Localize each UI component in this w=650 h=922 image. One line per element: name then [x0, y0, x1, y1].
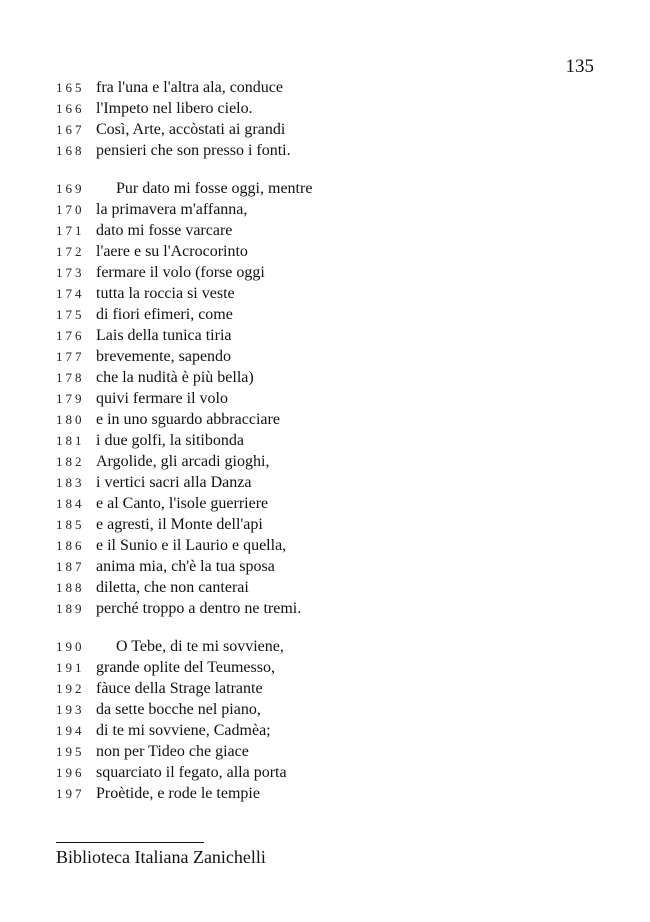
line-number: 173: [56, 265, 85, 280]
verse-text: diletta, che non canterai: [96, 579, 249, 596]
verse-line: [56, 304, 616, 325]
verse-line: [56, 472, 616, 493]
verse-line: [56, 493, 616, 514]
line-number: 187: [56, 559, 85, 574]
line-number: 165: [56, 80, 85, 95]
verse-text: e al Canto, l'isole guerriere: [96, 495, 269, 512]
verse-text: che la nudità è più bella): [96, 369, 254, 386]
verse-line: [56, 598, 616, 619]
verse-line: [56, 762, 616, 783]
line-number: 166: [56, 101, 85, 116]
verse-text: Pur dato mi fosse oggi, mentre: [116, 180, 313, 197]
verse-text: da sette bocche nel piano,: [96, 701, 261, 718]
line-number: 180: [56, 412, 85, 427]
verse-line: [56, 119, 616, 140]
verse-line: [56, 409, 616, 430]
verse-line: [56, 98, 616, 119]
verse-text: fàuce della Strage latrante: [96, 680, 263, 697]
verse-line: [56, 346, 616, 367]
verse-text: fra l'una e l'altra ala, conduce: [96, 79, 283, 96]
line-number: 175: [56, 307, 85, 322]
verse-text: squarciato il fegato, alla porta: [96, 764, 287, 781]
verse-line: [56, 77, 616, 98]
line-number: 181: [56, 433, 85, 448]
line-number: 174: [56, 286, 85, 301]
verse-line: [56, 535, 616, 556]
line-number: 182: [56, 454, 85, 469]
verse-line: [56, 514, 616, 535]
page-number: 135: [565, 56, 594, 77]
line-number: 185: [56, 517, 85, 532]
verse-line: [56, 178, 616, 199]
verse-text: grande oplite del Teumesso,: [96, 659, 275, 676]
stanza: [56, 77, 616, 161]
verse-line: [56, 741, 616, 762]
line-number: 194: [56, 723, 85, 738]
footer-publisher: Biblioteca Italiana Zanichelli: [56, 847, 266, 867]
verse-text: non per Tideo che giace: [96, 743, 249, 760]
verse-line: [56, 199, 616, 220]
verse-text: l'aere e su l'Acrocorinto: [96, 243, 248, 260]
line-number: 192: [56, 681, 85, 696]
line-number: 184: [56, 496, 85, 511]
verse-text: perché troppo a dentro ne tremi.: [96, 600, 302, 617]
line-number: 176: [56, 328, 85, 343]
verse-line: [56, 720, 616, 741]
verse-line: [56, 140, 616, 161]
verse-line: [56, 678, 616, 699]
verse-line: [56, 262, 616, 283]
verse-text: anima mia, ch'è la tua sposa: [96, 558, 275, 575]
line-number: 167: [56, 122, 85, 137]
verse-text: l'Impeto nel libero cielo.: [96, 100, 253, 117]
verse-text: O Tebe, di te mi sovviene,: [116, 638, 284, 655]
line-number: 177: [56, 349, 85, 364]
footer-divider: [56, 842, 204, 843]
poem-body: [56, 77, 616, 821]
verse-text: e in uno sguardo abbracciare: [96, 411, 280, 428]
verse-line: [56, 451, 616, 472]
verse-line: [56, 556, 616, 577]
line-number: 179: [56, 391, 85, 406]
verse-text: i due golfi, la sitibonda: [96, 432, 244, 449]
verse-text: Argolide, gli arcadi gioghi,: [96, 453, 270, 470]
line-number: 197: [56, 786, 85, 801]
verse-text: tutta la roccia si veste: [96, 285, 235, 302]
verse-text: quivi fermare il volo: [96, 390, 228, 407]
verse-text: Così, Arte, accòstati ai grandi: [96, 121, 286, 138]
verse-text: brevemente, sapendo: [96, 348, 232, 365]
verse-text: e il Sunio e il Laurio e quella,: [96, 537, 287, 554]
verse-text: di fiori efimeri, come: [96, 306, 233, 323]
line-number: 196: [56, 765, 85, 780]
verse-line: [56, 577, 616, 598]
verse-text: Lais della tunica tiria: [96, 327, 232, 344]
verse-line: [56, 220, 616, 241]
verse-line: [56, 699, 616, 720]
line-number: 183: [56, 475, 85, 490]
verse-line: [56, 636, 616, 657]
verse-text: di te mi sovviene, Cadmèa;: [96, 722, 271, 739]
line-number: 170: [56, 202, 85, 217]
line-number: 188: [56, 580, 85, 595]
verse-text: dato mi fosse varcare: [96, 222, 233, 239]
line-number: 172: [56, 244, 85, 259]
verse-text: fermare il volo (forse oggi: [96, 264, 265, 281]
line-number: 191: [56, 660, 85, 675]
verse-line: [56, 241, 616, 262]
verse-text: pensieri che son presso i fonti.: [96, 142, 291, 159]
stanza: [56, 178, 616, 619]
verse-line: [56, 367, 616, 388]
verse-text: Proètide, e rode le tempie: [96, 785, 260, 802]
line-number: 186: [56, 538, 85, 553]
verse-text: la primavera m'affanna,: [96, 201, 248, 218]
verse-text: i vertici sacri alla Danza: [96, 474, 252, 491]
stanza: [56, 636, 616, 804]
verse-line: [56, 783, 616, 804]
line-number: 190: [56, 639, 85, 654]
line-number: 168: [56, 143, 85, 158]
verse-line: [56, 388, 616, 409]
line-number: 189: [56, 601, 85, 616]
line-number: 169: [56, 181, 85, 196]
line-number: 178: [56, 370, 85, 385]
line-number: 171: [56, 223, 85, 238]
verse-line: [56, 430, 616, 451]
verse-text: e agresti, il Monte dell'api: [96, 516, 263, 533]
verse-line: [56, 657, 616, 678]
line-number: 195: [56, 744, 85, 759]
line-number: 193: [56, 702, 85, 717]
verse-line: [56, 283, 616, 304]
verse-line: [56, 325, 616, 346]
